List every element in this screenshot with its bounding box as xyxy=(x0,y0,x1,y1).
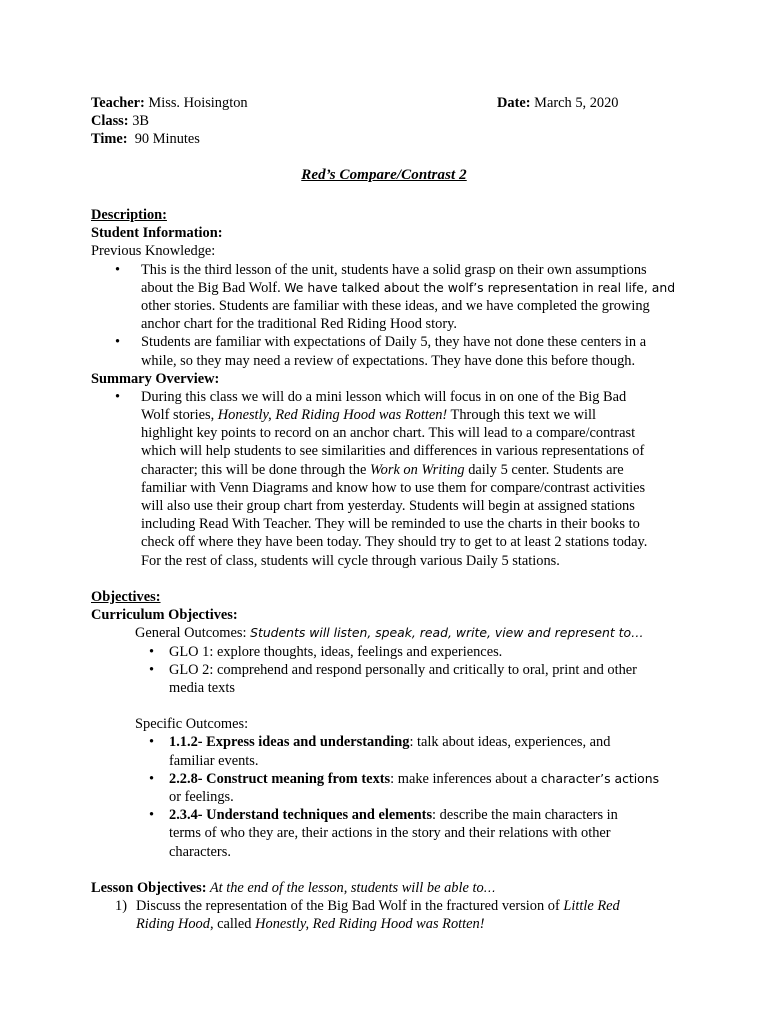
text-line: or feelings. xyxy=(169,789,234,805)
page-title: Red’s Compare/Contrast 2 xyxy=(301,167,467,183)
class-line xyxy=(91,112,691,130)
text-line xyxy=(136,897,681,915)
list-item xyxy=(91,661,681,697)
date-label: Date: xyxy=(497,95,531,111)
text-span: , called xyxy=(209,916,256,933)
text-line: familiar with Venn Diagrams and know how to use them for compare/contrast activities xyxy=(141,479,646,496)
lesson-body xyxy=(91,206,681,934)
objectives-heading: Objectives: xyxy=(91,588,161,605)
outcome-code: 2.3.4- Understand techniques and elements xyxy=(169,807,433,824)
book-title: Riding Hood xyxy=(136,916,210,933)
text-span: daily 5 center. Students are xyxy=(464,461,624,478)
text-span-sans: We have talked about the wolf’s representation in real life, and xyxy=(284,279,676,295)
list-item xyxy=(91,333,681,369)
text-line: which will help students to see similarities and differences in various representations of xyxy=(141,443,645,460)
book-title: Honestly, Red Riding Hood was Rotten! xyxy=(217,407,448,424)
outcome-code: 2.2.8- Construct meaning from texts xyxy=(169,770,391,787)
spacer xyxy=(91,697,681,715)
summary-heading: Summary Overview: xyxy=(91,370,220,387)
list-item xyxy=(91,261,681,334)
teacher-label: Teacher: xyxy=(91,95,145,111)
text-line: • GLO 2: comprehend and respond personally and critically to oral, print and other xyxy=(169,661,637,678)
lesson-objectives-label: Lesson Objectives: xyxy=(91,879,207,896)
lesson-objectives-intro: At the end of the lesson, students will be able to xyxy=(206,879,484,896)
text-line: media texts xyxy=(169,679,235,696)
text-line xyxy=(169,770,681,788)
text-line: • This is the third lesson of the unit, students have a solid grasp on their own assumptions xyxy=(141,261,647,278)
list-item xyxy=(91,897,681,933)
text-line xyxy=(141,461,681,479)
prev-knowledge-label: Previous Knowledge: xyxy=(91,243,216,260)
summary-list xyxy=(91,388,681,570)
text-line: highlight key points to record on an anchor chart. This will lead to a compare/contrast xyxy=(141,425,636,442)
text-line xyxy=(136,915,681,933)
list-item xyxy=(91,806,681,861)
book-title: Honestly, Red Riding Hood was Rotten! xyxy=(255,916,485,933)
text-line: terms of who they are, their actions in the story and their relations with other xyxy=(169,825,611,842)
outcome-code: 1.1.2- Express ideas and understanding xyxy=(169,734,410,751)
text-line: including Read With Teacher. They will be reminded to use the charts in their books to xyxy=(141,516,640,533)
text-line: anchor chart for the traditional Red Riding Hood story. xyxy=(141,316,457,333)
text-line: check off where they have been today. They should try to get to at least 2 stations today. xyxy=(141,534,648,551)
spacer xyxy=(91,861,681,879)
general-outcomes-line xyxy=(91,624,681,642)
text-span: : make inferences about a xyxy=(390,770,541,787)
text-line: • Students are familiar with expectations of Daily 5, they have not done these centers in a xyxy=(141,334,647,351)
class-value: 3B xyxy=(128,113,149,130)
lesson-objectives-line xyxy=(91,879,681,897)
prev-knowledge-list xyxy=(91,261,681,370)
text-line: other stories. Students are familiar with these ideas, and we have completed the growing xyxy=(141,297,650,314)
teacher-value: Miss. Hoisington xyxy=(144,95,248,111)
time-label: Time: xyxy=(91,131,128,148)
lesson-objectives-list xyxy=(91,897,681,933)
curriculum-heading: Curriculum Objectives: xyxy=(91,607,238,624)
text-line xyxy=(169,733,681,751)
text-line: will also use their group chart from yesterday. Students will begin at assigned stations xyxy=(141,498,635,514)
text-span: Through this text we will xyxy=(447,407,597,424)
list-item xyxy=(91,733,681,769)
time-value: 90 Minutes xyxy=(127,131,200,148)
text-span: about the Big Bad Wolf. xyxy=(141,279,285,296)
general-outcomes-text: Students will listen, speak, read, write, view and represent to… xyxy=(250,625,644,641)
glo-list xyxy=(91,643,681,698)
text-line xyxy=(169,806,681,824)
center-name: Work on Writing xyxy=(369,461,465,478)
text-span: : describe the main characters in xyxy=(432,807,618,824)
list-item xyxy=(91,643,681,661)
specific-outcomes-list xyxy=(91,733,681,860)
text-line: characters. xyxy=(169,843,231,860)
class-label: Class: xyxy=(91,113,129,130)
text-line: • During this class we will do a mini lesson which will focus in on one of the Big Bad xyxy=(141,388,627,405)
spacer xyxy=(91,570,681,588)
text-line: familiar events. xyxy=(169,752,259,769)
text-span: Wolf stories, xyxy=(141,407,218,424)
book-title: Little Red xyxy=(563,898,620,915)
list-item xyxy=(91,388,681,570)
text-span: character; this will be done through the xyxy=(141,461,370,478)
time-line xyxy=(91,130,691,148)
text-span: Discuss the representation of the Big Bad Wolf in the fractured version of xyxy=(136,898,564,915)
text-span-sans: character’s actions xyxy=(540,770,660,786)
date-line xyxy=(497,94,619,112)
text-line: while, so they may need a review of expectations. They have done this before though. xyxy=(141,352,636,369)
general-outcomes-label: General Outcomes: xyxy=(135,625,251,642)
text-line xyxy=(141,406,681,424)
text-span: : talk about ideas, experiences, and xyxy=(409,734,611,751)
list-item xyxy=(91,770,681,806)
date-value: March 5, 2020 xyxy=(530,95,619,111)
ellipsis: … xyxy=(483,879,497,895)
text-line: • GLO 1: explore thoughts, ideas, feelings and experiences. xyxy=(169,643,503,660)
student-info-heading: Student Information: xyxy=(91,225,223,242)
specific-outcomes-label: Specific Outcomes: xyxy=(135,716,249,733)
description-heading: Description: xyxy=(91,207,167,223)
item-number: 1) xyxy=(115,898,127,915)
text-line xyxy=(141,279,681,297)
text-line: For the rest of class, students will cycle through various Daily 5 stations. xyxy=(141,552,560,569)
